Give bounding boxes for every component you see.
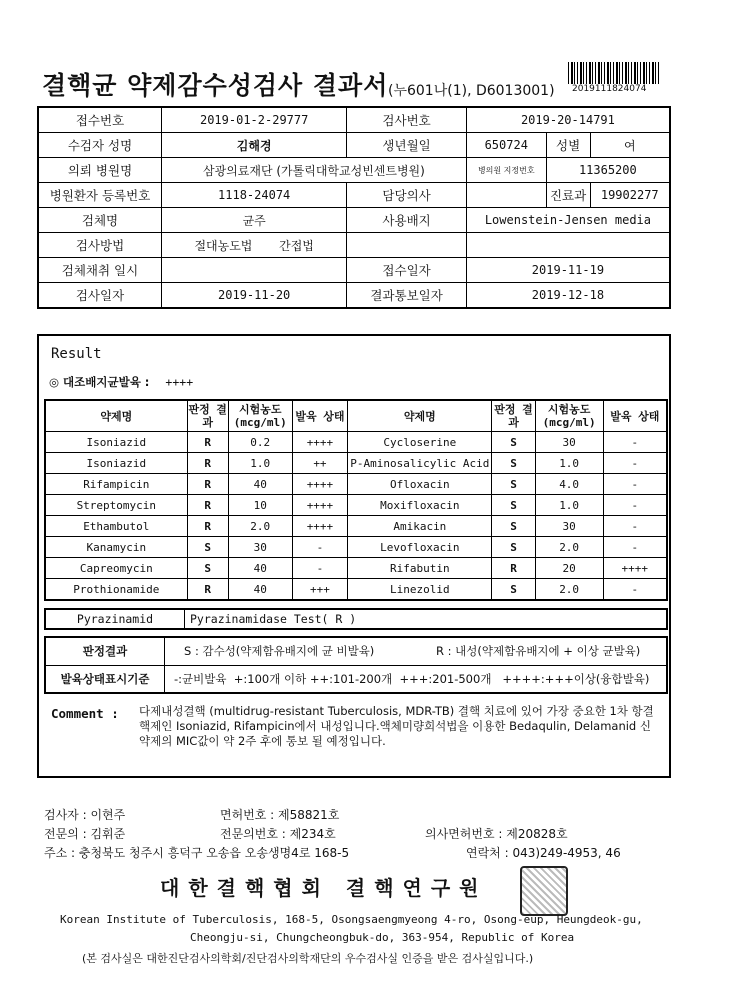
result-section [37, 334, 671, 778]
method [162, 233, 347, 258]
growth: - [292, 537, 348, 558]
growth: +++ [292, 579, 348, 601]
drug-name: Ethambutol [45, 516, 187, 537]
column-header: 판정 결과 [492, 400, 535, 432]
receipt-no-label: 접수번호 [38, 107, 162, 133]
control-label: ◎ 대조배지균발육 : [49, 375, 150, 389]
growth: - [603, 474, 667, 495]
concentration: 2.0 [535, 537, 603, 558]
concentration: 30 [535, 432, 603, 453]
result-title: Result [51, 346, 102, 362]
document-code: (누601나(1), D6013001) [388, 83, 555, 99]
comment-text: 다제내성결핵 (multidrug-resistant Tuberculosis, MDR-TB) 결핵 치료에 있어 가장 중요한 1차 항결핵제인 Isoniazid, Rifampicin에서 내성입니다.액체미량희석법을 이용한 Bedaqulin, Delamanid 신약제의 MIC값이 약 2주 후에 통보 될 예정입니다. [139, 704, 654, 748]
table-row [45, 537, 667, 558]
judgement: R [187, 453, 228, 474]
judge-label: 판정결과 [46, 638, 165, 665]
judgement: S [492, 537, 535, 558]
comment-label: Comment : [51, 706, 119, 721]
method-b: 간접법 [279, 238, 314, 253]
judgement: R [187, 516, 228, 537]
recv-date: 2019-11-19 [466, 258, 670, 283]
sex: 여 [590, 133, 670, 158]
column-header: 발육 상태 [603, 400, 667, 432]
judgement: R [187, 474, 228, 495]
growth: ++++ [292, 516, 348, 537]
hospital-label: 의뢰 병원명 [38, 158, 162, 183]
drug-name: Cycloserine [348, 432, 492, 453]
sex-label: 성별 [546, 133, 590, 158]
drug-name: Moxifloxacin [348, 495, 492, 516]
judgement: S [492, 432, 535, 453]
patient-name: 김해경 [162, 133, 347, 158]
concentration: 2.0 [228, 516, 292, 537]
inst-code: 11365200 [546, 158, 670, 183]
growth: - [603, 579, 667, 601]
specimen-label: 검체명 [38, 208, 162, 233]
test-date-label: 검사일자 [38, 283, 162, 309]
specimen: 균주 [162, 208, 347, 233]
table-row [45, 432, 667, 453]
concentration: 0.2 [228, 432, 292, 453]
specialist: 전문의 : 김휘준 [44, 827, 126, 841]
growth: ++++ [292, 432, 348, 453]
judgement: S [187, 558, 228, 579]
column-header: 시험농도 (mcg/ml) [228, 400, 292, 432]
table-row [45, 453, 667, 474]
control-value: ++++ [165, 375, 194, 389]
notify-date: 2019-12-18 [466, 283, 670, 309]
column-header: 시험농도 (mcg/ml) [535, 400, 603, 432]
growth-legend: -:균비발육 +:100개 이하 ++:101-200개 +++:201-500개 ++++:+++이상(융합발육) [174, 672, 650, 686]
collect-label: 검체채취 일시 [38, 258, 162, 283]
growth: ++++ [292, 474, 348, 495]
notify-label: 결과통보일자 [347, 283, 467, 309]
doctor [466, 183, 546, 208]
drug-name: Rifampicin [45, 474, 187, 495]
judgement: S [492, 495, 535, 516]
pza-label: Pyrazinamid [46, 610, 185, 628]
patient-label: 수검자 성명 [38, 133, 162, 158]
doctor-label: 담당의사 [347, 183, 467, 208]
judge-r: R : 내성(약제함유배지에 + 이상 균발육) [436, 644, 641, 658]
inst-code-label: 병의원 지정번호 [466, 158, 546, 183]
table-row [45, 474, 667, 495]
judgement: S [492, 474, 535, 495]
license-no: 면허번호 : 제58821호 [220, 808, 340, 822]
test-no: 2019-20-14791 [466, 107, 670, 133]
concentration: 1.0 [535, 495, 603, 516]
table-row [45, 558, 667, 579]
growth: ++ [292, 453, 348, 474]
reg-no: 1118-24074 [162, 183, 347, 208]
column-header: 약제명 [348, 400, 492, 432]
concentration: 1.0 [228, 453, 292, 474]
legend-box [44, 636, 668, 694]
dob: 650724 [466, 133, 546, 158]
receipt-no: 2019-01-2-29777 [162, 107, 347, 133]
reg-no-label: 병원환자 등록번호 [38, 183, 162, 208]
medium-label: 사용배지 [347, 208, 467, 233]
recv-label: 접수일자 [347, 258, 467, 283]
barcode-number: 2019111824074 [572, 84, 647, 94]
concentration: 4.0 [535, 474, 603, 495]
column-header: 발육 상태 [292, 400, 348, 432]
method-a: 절대농도법 [194, 238, 253, 253]
concentration: 30 [535, 516, 603, 537]
judgement: S [492, 579, 535, 601]
growth: ++++ [292, 495, 348, 516]
drug-name: Kanamycin [45, 537, 187, 558]
drug-name: Linezolid [348, 579, 492, 601]
dob-label: 생년월일 [347, 133, 467, 158]
dept-label: 진료과 [546, 183, 590, 208]
control-growth [49, 374, 193, 390]
doctor-license: 의사면허번호 : 제20828호 [425, 827, 568, 841]
drug-name: Levofloxacin [348, 537, 492, 558]
drug-name: Capreomycin [45, 558, 187, 579]
growth: - [603, 495, 667, 516]
growth: - [292, 558, 348, 579]
method-label: 검사방법 [38, 233, 162, 258]
drug-name: Amikacin [348, 516, 492, 537]
concentration: 10 [228, 495, 292, 516]
judgement: R [187, 579, 228, 601]
collect [162, 258, 347, 283]
growth: - [603, 537, 667, 558]
barcode [568, 62, 660, 84]
drug-name: P-Aminosalicylic Acid [348, 453, 492, 474]
drug-name: Rifabutin [348, 558, 492, 579]
susceptibility-table [44, 399, 668, 601]
table-row [45, 516, 667, 537]
concentration: 30 [228, 537, 292, 558]
drug-name: Ofloxacin [348, 474, 492, 495]
document-title: 결핵균 약제감수성검사 결과서 [42, 71, 389, 100]
concentration: 2.0 [535, 579, 603, 601]
examiner: 검사자 : 이현주 [44, 808, 126, 822]
concentration: 40 [228, 579, 292, 601]
address-english-2: Cheongju-si, Chungcheongbuk-do, 363-954, Republic of Korea [190, 931, 575, 944]
table-row [45, 579, 667, 601]
drug-name: Prothionamide [45, 579, 187, 601]
judgement: S [492, 516, 535, 537]
judge-s: S : 감수성(약제함유배지에 균 비발육) [184, 644, 375, 658]
column-header: 약제명 [45, 400, 187, 432]
drug-name: Streptomycin [45, 495, 187, 516]
concentration: 20 [535, 558, 603, 579]
drug-name: Isoniazid [45, 432, 187, 453]
hospital: 삼광의료재단 (가톨릭대학교성빈센트병원) [162, 158, 467, 183]
judgement: R [187, 432, 228, 453]
growth: ++++ [603, 558, 667, 579]
concentration: 1.0 [535, 453, 603, 474]
certification-note: (본 검사실은 대한진단검사의학회/진단검사의학재단의 우수검사실 인증을 받은 검사실입니다.) [82, 952, 534, 965]
drug-name: Isoniazid [45, 453, 187, 474]
specialist-no: 전문의번호 : 제234호 [220, 827, 336, 841]
judgement: S [187, 537, 228, 558]
concentration: 40 [228, 558, 292, 579]
address: 주소 : 충청북도 청주시 흥덕구 오송읍 오송생명4로 168-5 [44, 846, 350, 860]
table-row [45, 495, 667, 516]
growth-label: 발육상태표시기준 [46, 666, 165, 693]
organization-name: 대한결핵협회 결핵연구원 [160, 876, 488, 900]
judgement: R [492, 558, 535, 579]
contact: 연락처 : 043)249-4953, 46 [466, 846, 621, 860]
growth: - [603, 453, 667, 474]
growth: - [603, 516, 667, 537]
official-seal [520, 866, 568, 916]
address-english-1: Korean Institute of Tuberculosis, 168-5, Osongsaengmyeong 4-ro, Osong-eup, Heungdeok-gu, [60, 913, 643, 926]
medium: Lowenstein-Jensen media [466, 208, 670, 233]
test-no-label: 검사번호 [347, 107, 467, 133]
column-header: 판정 결과 [187, 400, 228, 432]
patient-info-table [37, 106, 671, 309]
pyrazinamide-row [44, 608, 668, 630]
judgement: R [187, 495, 228, 516]
judgement: S [492, 453, 535, 474]
growth: - [603, 432, 667, 453]
pza-value: Pyrazinamidase Test( R ) [190, 612, 357, 626]
test-date: 2019-11-20 [162, 283, 347, 309]
concentration: 40 [228, 474, 292, 495]
dept: 19902277 [590, 183, 670, 208]
